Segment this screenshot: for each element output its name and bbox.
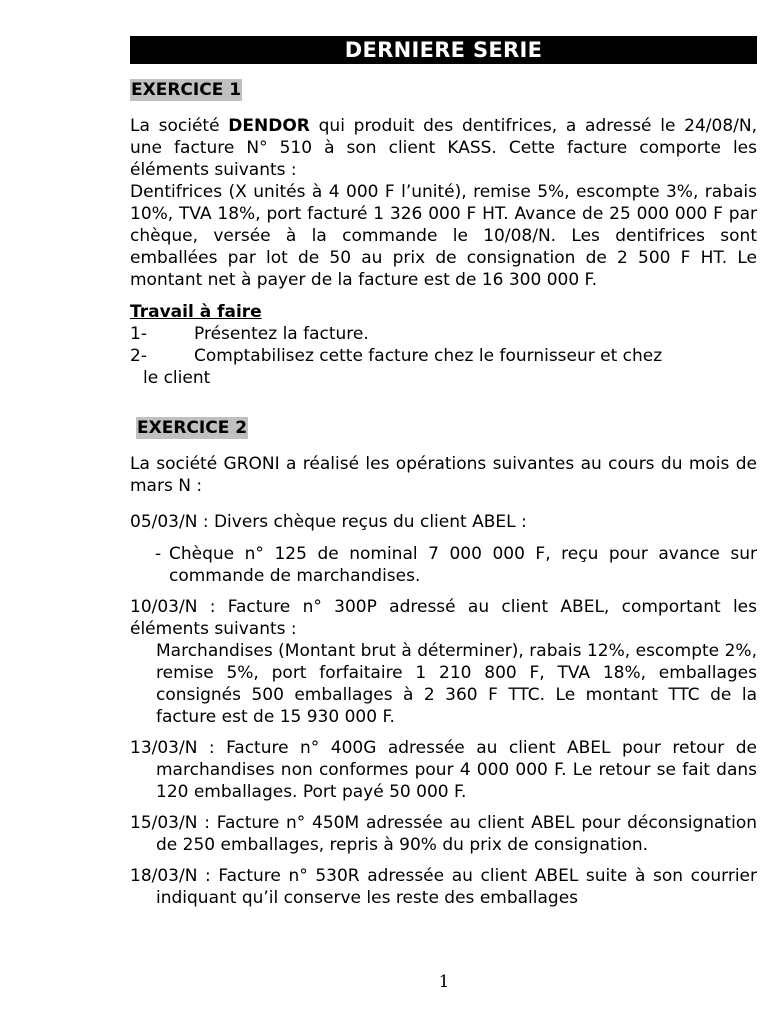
operation-1803: 18/03/N : Facture n° 530R adressée au client ABEL suite à son courrier indiquant qu’il conserve les reste des emballages (130, 866, 757, 908)
exercise-1-details: Dentifrices (X unités à 4 000 F l’unité), remise 5%, escompte 3%, rabais 10%, TVA 18%, port facturé 1 326 000 F HT. Avance de 25 000 000 F par chèque, versée à la commande le 10/08/N. Les dentifrices sont emballées par lot de 50 au prix de consignation de 2 500 F HT. Le montant net à payer de la facture est de 16 300 000 F. (130, 182, 757, 290)
exercise-2-intro: La société GRONI a réalisé les opérations suivantes au cours du mois de mars N : (130, 454, 757, 496)
task-number: 1- (130, 324, 147, 344)
operation-1303: 13/03/N : Facture n° 400G adressée au client ABEL pour retour de marchandises non conformes pour 4 000 000 F. Le retour se fait dans 120 emballages. Port payé 50 000 F. (130, 738, 757, 802)
task-text: Comptabilisez cette facture chez le fournisseur et chez (194, 346, 663, 366)
task-number: 2- (130, 346, 147, 366)
operation-0503-item-text: Chèque n° 125 de nominal 7 000 000 F, reçu pour avance sur commande de marchandises. (169, 544, 757, 586)
company-name: DENDOR (228, 116, 310, 136)
intro-text-after: qui produit des dentifrices, a adressé le 24/08/N, une facture N° 510 à son client KASS. Cette facture comporte les éléments suivants : (130, 116, 758, 180)
document-title: DERNIERE SERIE (130, 36, 757, 64)
operation-1503: 15/03/N : Facture n° 450M adressée au client ABEL pour déconsignation de 250 emballages, repris à 90% du prix de consignation. (130, 813, 757, 855)
task-item-2 (130, 345, 757, 367)
exercise-1-intro (130, 115, 757, 181)
task-item-1 (130, 323, 757, 345)
operation-1003-heading: 10/03/N : Facture n° 300P adressé au client ABEL, comportant les éléments suivants : (130, 597, 757, 639)
exercise-1-heading: EXERCICE 1 (131, 80, 242, 100)
document-page (130, 36, 757, 909)
page-number: 1 (438, 972, 450, 992)
operation-0503-item (155, 543, 757, 587)
operation-1003-body: Marchandises (Montant brut à déterminer), rabais 12%, escompte 2%, remise 5%, port forfaitaire 1 210 800 F, TVA 18%, emballages consignés 500 emballages à 2 360 F TTC. Le montant TTC de la facture est de 15 930 000 F. (156, 641, 757, 727)
intro-text-before: La société (130, 116, 229, 136)
task-text-continuation: le client (143, 368, 211, 388)
task-text: Présentez la facture. (194, 324, 369, 344)
dash-bullet: - (155, 544, 162, 564)
exercise-2-heading: EXERCICE 2 (137, 418, 248, 438)
task-heading: Travail à faire (130, 302, 262, 322)
operation-0503-heading: 05/03/N : Divers chèque reçus du client ABEL : (130, 512, 527, 532)
